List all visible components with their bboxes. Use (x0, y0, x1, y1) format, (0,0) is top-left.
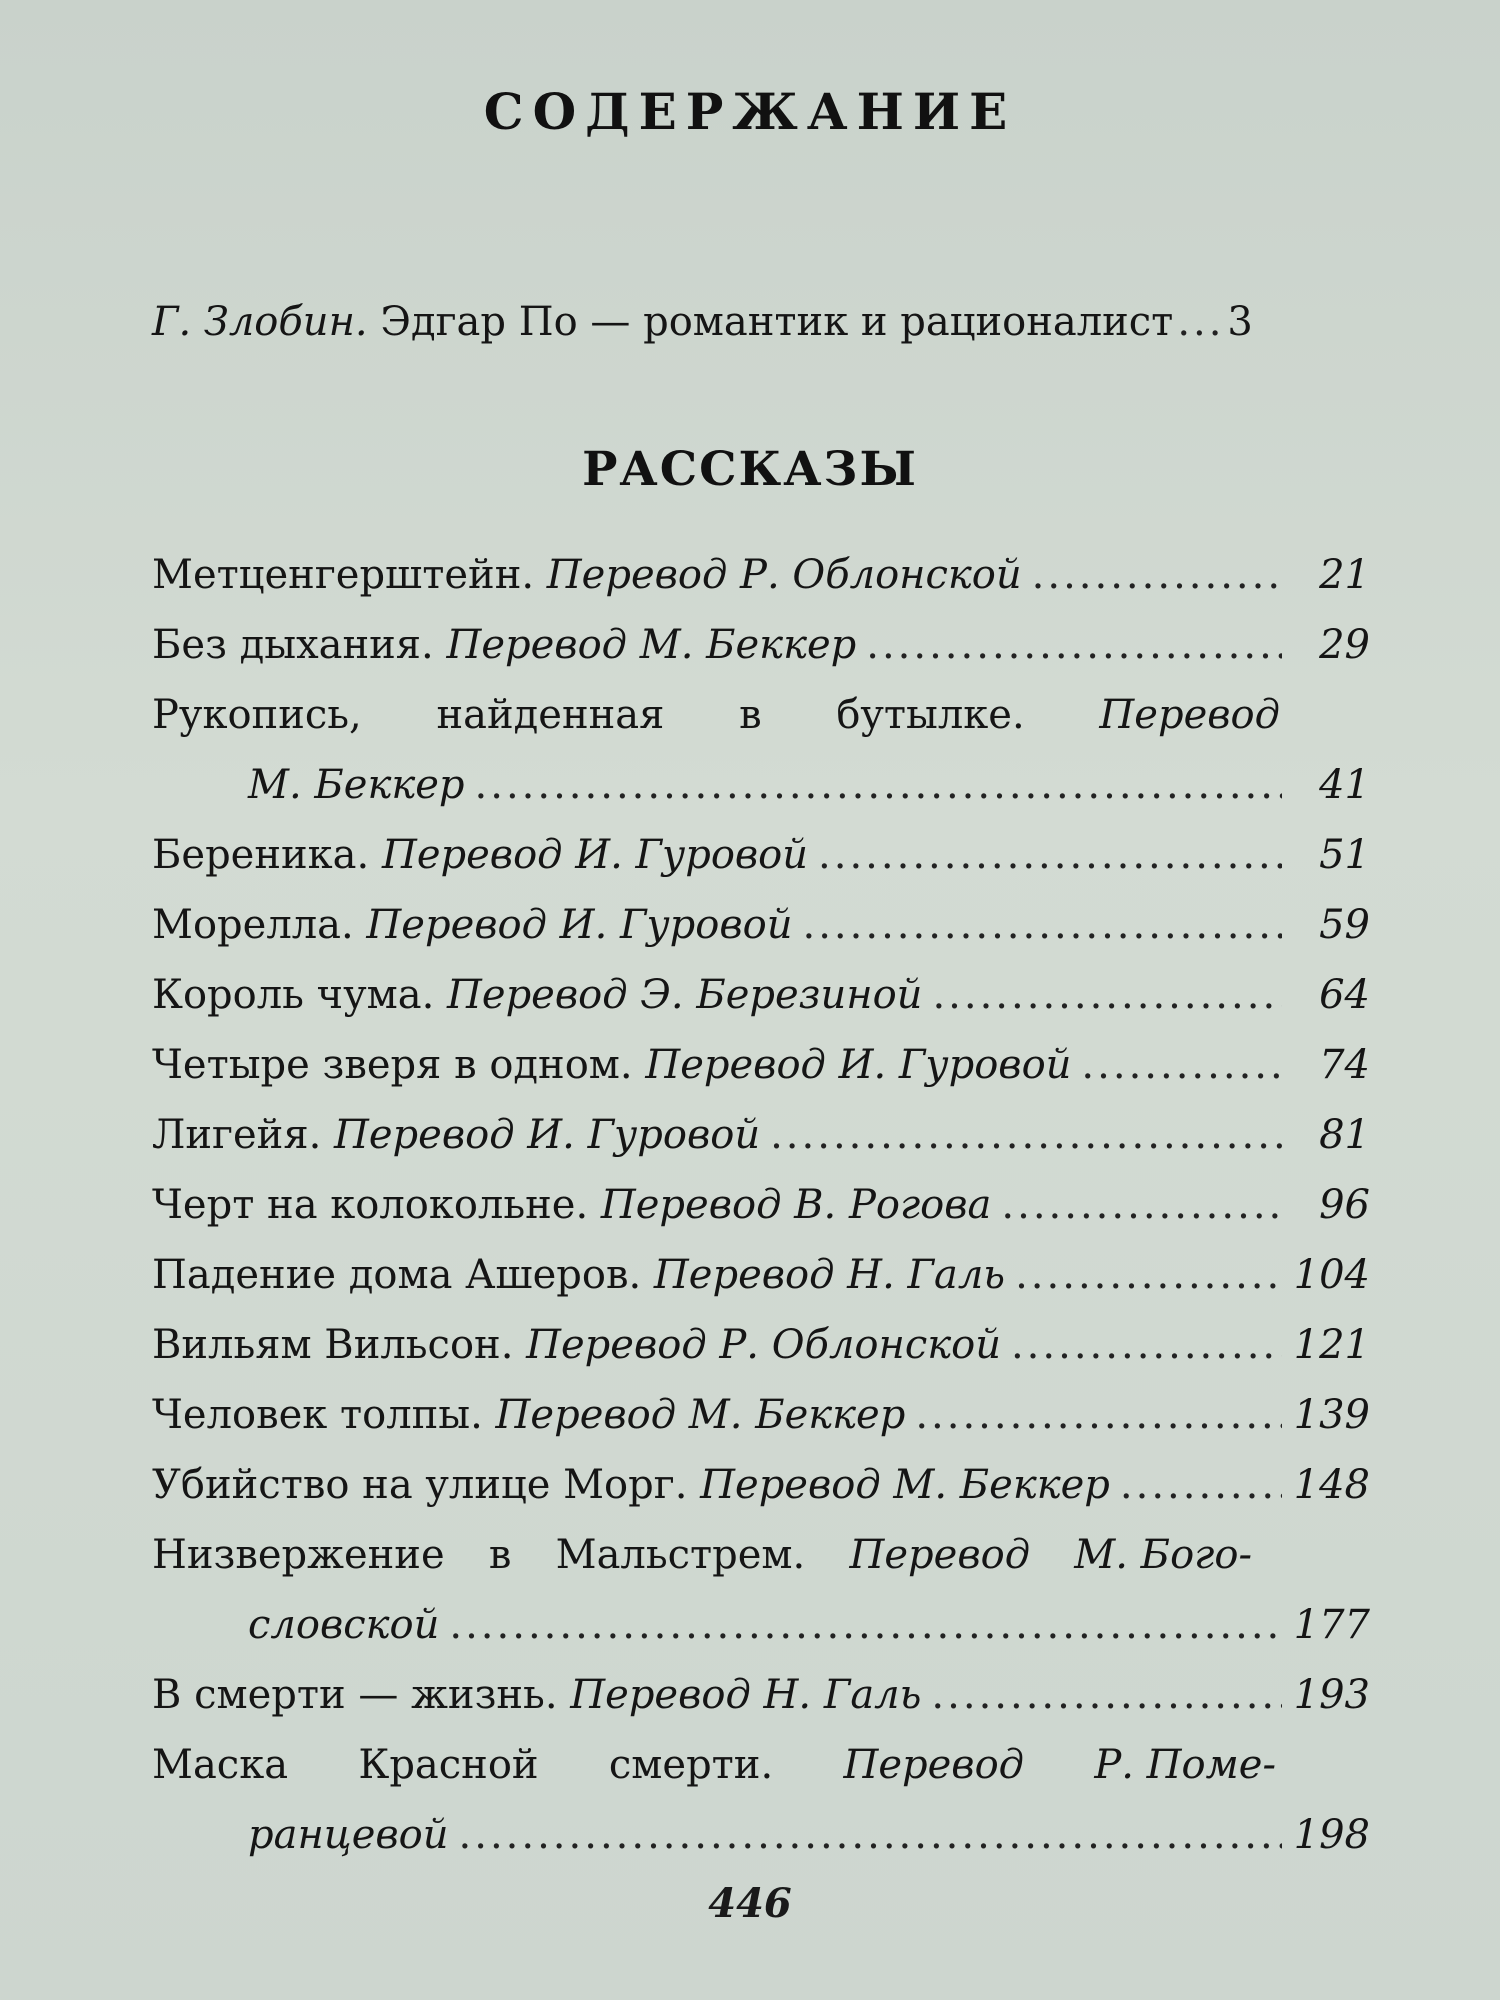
translator: Перевод Р. Облонской (546, 552, 1022, 598)
story-title: Морелла. (152, 902, 354, 948)
translator: Перевод И. Гуровой (366, 902, 793, 948)
title-word: Рукопись, (152, 692, 362, 738)
toc-entry-line1 (152, 1525, 1252, 1585)
section-title: РАССКАЗЫ (582, 442, 918, 497)
dot-leader (931, 1665, 1282, 1725)
toc-entry-line2 (248, 755, 1370, 815)
translator: Перевод И. Гуровой (334, 1112, 761, 1158)
translator: Перевод М. Беккер (700, 1462, 1110, 1508)
translator: Перевод В. Рогова (600, 1182, 992, 1228)
story-title: Убийство на улице Морг. (152, 1462, 688, 1508)
story-title: В смерти — жизнь. (152, 1672, 558, 1718)
page-number: 21 (1319, 552, 1370, 598)
dot-leader (1120, 1455, 1282, 1515)
dot-leader (866, 615, 1282, 675)
toc-entry (152, 965, 1370, 1025)
dot-leader (770, 1105, 1282, 1165)
toc-entry (152, 1035, 1370, 1095)
page-number: 41 (1319, 762, 1370, 808)
title-word: Маска (152, 1742, 289, 1788)
page-number: 51 (1319, 832, 1370, 878)
title-word: Красной (358, 1742, 539, 1788)
title-word: в (739, 692, 762, 738)
translator: М. Беккер (248, 762, 465, 808)
story-title: Береника. (152, 832, 370, 878)
dot-leader (1011, 1315, 1282, 1375)
story-title: Король чума. (152, 972, 435, 1018)
dot-leader (459, 1805, 1282, 1865)
toc-entry (152, 1105, 1370, 1165)
page-number: 3 (1227, 299, 1253, 345)
page-number: 177 (1293, 1602, 1370, 1648)
toc-entry (152, 1175, 1370, 1235)
page-title: СОДЕРЖАНИЕ (483, 82, 1017, 141)
toc-entry-intro (152, 292, 1370, 352)
page-number: 193 (1293, 1672, 1370, 1718)
translator-word: М. Бого- (1074, 1532, 1252, 1578)
translator: Перевод М. Беккер (446, 622, 857, 668)
toc-entry (152, 615, 1370, 675)
dot-leader (1081, 1035, 1282, 1095)
translator: ранцевой (248, 1812, 449, 1858)
page-number: 81 (1319, 1112, 1370, 1158)
toc-entry-line2 (248, 1595, 1370, 1655)
toc-entry (152, 545, 1370, 605)
translator: Перевод Р. Облонской (526, 1322, 1001, 1368)
translator: словской (248, 1602, 440, 1648)
dot-leader (475, 755, 1282, 815)
toc-entry (152, 1665, 1370, 1725)
page-number: 74 (1319, 1042, 1370, 1088)
story-title: Четыре зверя в одном. (152, 1042, 633, 1088)
story-title: Человек толпы. (152, 1392, 483, 1438)
translator-word: Перевод (843, 1742, 1025, 1788)
story-title: Вильям Вильсон. (152, 1322, 514, 1368)
toc-entry (152, 895, 1370, 955)
toc-entry (152, 1315, 1370, 1375)
translator: Перевод М. Беккер (495, 1392, 906, 1438)
translator-word: Перевод (849, 1532, 1031, 1578)
dot-leader (915, 1385, 1282, 1445)
story-title: Падение дома Ашеров. (152, 1252, 642, 1298)
page-number: 59 (1319, 902, 1370, 948)
story-title: Метценгерштейн. (152, 552, 535, 598)
story-title: Без дыхания. (152, 622, 434, 668)
dot-leader (818, 825, 1282, 885)
translator: Перевод Н. Галь (653, 1252, 1006, 1298)
page-number: 139 (1293, 1392, 1370, 1438)
title-word: Мальстрем. (555, 1532, 806, 1578)
toc-entry (152, 1245, 1370, 1305)
page-number: 121 (1293, 1322, 1370, 1368)
dot-leader (932, 965, 1282, 1025)
translator-word: Р. Поме- (1094, 1742, 1276, 1788)
translator: Перевод И. Гуровой (645, 1042, 1072, 1088)
toc-entry-line1 (152, 685, 1280, 745)
page-number: 148 (1293, 1462, 1370, 1508)
toc-entry (152, 1455, 1370, 1515)
story-title: Лигейя. (152, 1112, 322, 1158)
dot-leader (1177, 292, 1221, 352)
toc-entry-line2 (248, 1805, 1370, 1865)
folio-page-number: 446 (708, 1880, 792, 1927)
title-word: в (488, 1532, 512, 1578)
page-number: 104 (1293, 1252, 1370, 1298)
toc-entry (152, 825, 1370, 885)
page-number: 29 (1319, 622, 1370, 668)
dot-leader (1032, 545, 1282, 605)
translator: Перевод Н. Галь (570, 1672, 922, 1718)
title-word: Низвержение (152, 1532, 445, 1578)
toc-entry-line1 (152, 1735, 1276, 1795)
title-word: смерти. (608, 1742, 774, 1788)
toc-entry (152, 1385, 1370, 1445)
dot-leader (1001, 1175, 1282, 1235)
dot-leader (803, 895, 1283, 955)
translator: Перевод И. Гуровой (381, 832, 809, 878)
story-title: Черт на колокольне. (152, 1182, 589, 1228)
intro-author: Г. Злобин. (152, 299, 368, 345)
page-number: 96 (1319, 1182, 1370, 1228)
title-word: бутылке. (836, 692, 1025, 738)
dot-leader (449, 1595, 1282, 1655)
intro-title: Эдгар По — романтик и рационалист (380, 299, 1174, 345)
translator-word: Перевод (1099, 692, 1280, 738)
title-word: найденная (436, 692, 665, 738)
dot-leader (1015, 1245, 1282, 1305)
translator: Перевод Э. Березиной (447, 972, 923, 1018)
page-number: 64 (1319, 972, 1370, 1018)
page-number: 198 (1293, 1812, 1370, 1858)
